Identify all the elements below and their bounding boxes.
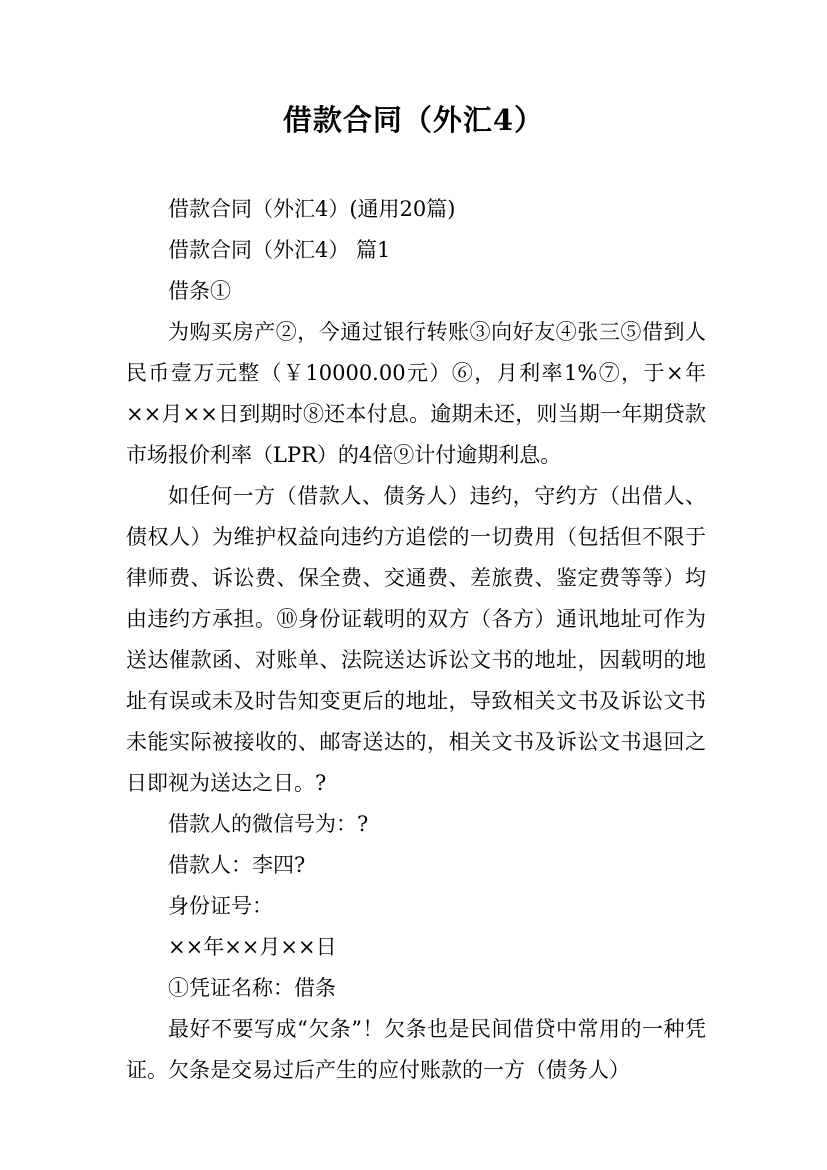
paragraph-iou-heading: 借条①: [168, 279, 231, 303]
document-title: 借款合同（外汇4）: [282, 103, 545, 137]
paragraph-id-number: 身份证号：: [168, 894, 273, 918]
paragraph-date: ××年××月××日: [168, 935, 337, 959]
paragraph-borrower: 借款人：李四?: [168, 853, 306, 877]
paragraph-wechat: 借款人的微信号为：?: [168, 812, 369, 836]
paragraph-loan-terms: 为购买房产②，今通过银行转账③向好友④张三⑤借到人民币壹万元整（￥10000.00元）⑥，月利率1%⑦，于×年××月××日到期时⑧还本付息。逾期未还，则当期一年期贷款市场报价利率（LPR）的4倍⑨计付逾期利息。: [126, 320, 706, 467]
paragraph-subtitle: 借款合同（外汇4）(通用20篇): [168, 197, 456, 221]
paragraph-note-1-explanation: 最好不要写成“欠条”！欠条也是民间借贷中常用的一种凭证。欠条是交易过后产生的应付账款的一方（债务人）: [126, 1017, 706, 1082]
document-body: [126, 189, 706, 1091]
paragraph-note-1: ①凭证名称：借条: [168, 976, 336, 1000]
paragraph-section-heading: 借款合同（外汇4） 篇1: [168, 238, 391, 262]
paragraph-default-clause: 如任何一方（借款人、债务人）违约，守约方（出借人、债权人）为维护权益向违约方追偿的一切费用（包括但不限于律师费、诉讼费、保全费、交通费、差旅费、鉴定费等等）均由违约方承担。⑩身份证载明的双方（各方）通讯地址可作为送达催款函、对账单、法院送达诉讼文书的地址，因载明的地址有误或未及时告知变更后的地址，导致相关文书及诉讼文书未能实际被接收的、邮寄送达的，相关文书及诉讼文书退回之日即视为送达之日。?: [126, 484, 706, 795]
